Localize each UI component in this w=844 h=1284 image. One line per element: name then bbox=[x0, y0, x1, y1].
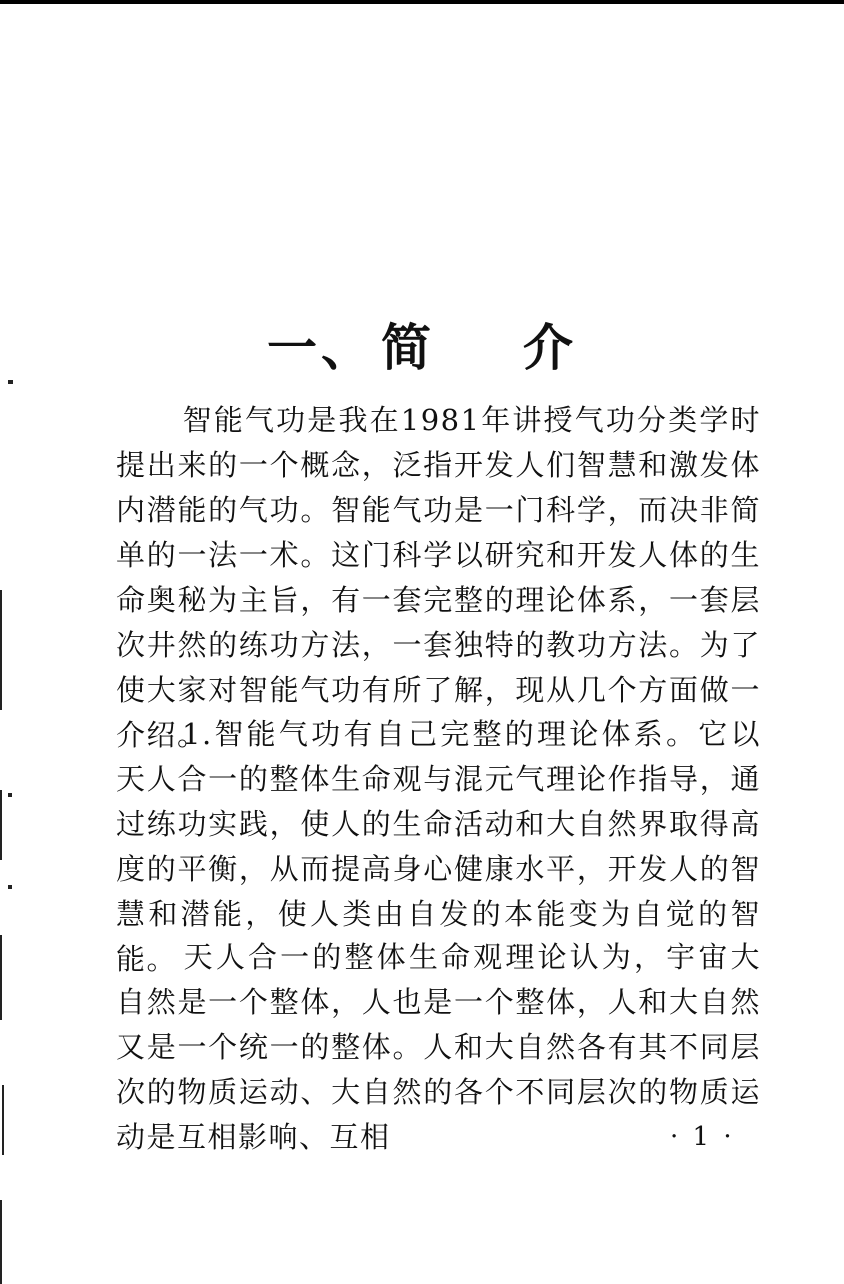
section-title-number: 一、 bbox=[267, 319, 375, 377]
scan-mark bbox=[8, 380, 13, 384]
scan-mark bbox=[0, 590, 2, 710]
section-title-char: 介 bbox=[523, 319, 577, 377]
paragraph-text: 智能气功是我在1981年讲授气功分类学时提出来的一个概念，泛指开发人们智慧和激发体内潜能的气功。智能气功是一门科学，而决非简单的一法一术。这门科学以研究和开发人体的生命奥秘为主旨，有一套完整的理论体系，一套层次井然的练功方法，一套独特的教功方法。为了使大家对智能气功有所了解，现从几个方面做一介绍。 bbox=[116, 403, 761, 752]
section-title-char: 简 bbox=[381, 319, 435, 377]
scan-mark bbox=[8, 885, 12, 889]
paragraph-text: 天人合一的整体生命观理论认为，宇宙大自然是一个整体，人也是一个整体，人和大自然又是一个统一的整体。人和大自然各有其不同层次的物质运动、大自然的各个不同层次的物质运动是互相影响、互相 bbox=[116, 940, 761, 1154]
scan-mark bbox=[0, 790, 2, 860]
body-paragraph bbox=[116, 935, 761, 1160]
paragraph-text: 1.智能气功有自己完整的理论体系。它以天人合一的整体生命观与混元气理论作指导，通过练功实践，使人的生命活动和大自然界取得高度的平衡，从而提高身心健康水平，开发人的智慧和潜能，使人类由自发的本能变为自觉的智能。 bbox=[116, 717, 761, 976]
scan-mark bbox=[8, 793, 12, 797]
top-border-line bbox=[0, 0, 844, 4]
scan-mark bbox=[0, 1200, 2, 1284]
scan-mark bbox=[2, 1085, 4, 1155]
body-paragraph bbox=[116, 398, 761, 758]
page-number: · 1 · bbox=[670, 1122, 735, 1152]
section-title bbox=[0, 318, 844, 378]
scan-mark bbox=[0, 935, 2, 1020]
